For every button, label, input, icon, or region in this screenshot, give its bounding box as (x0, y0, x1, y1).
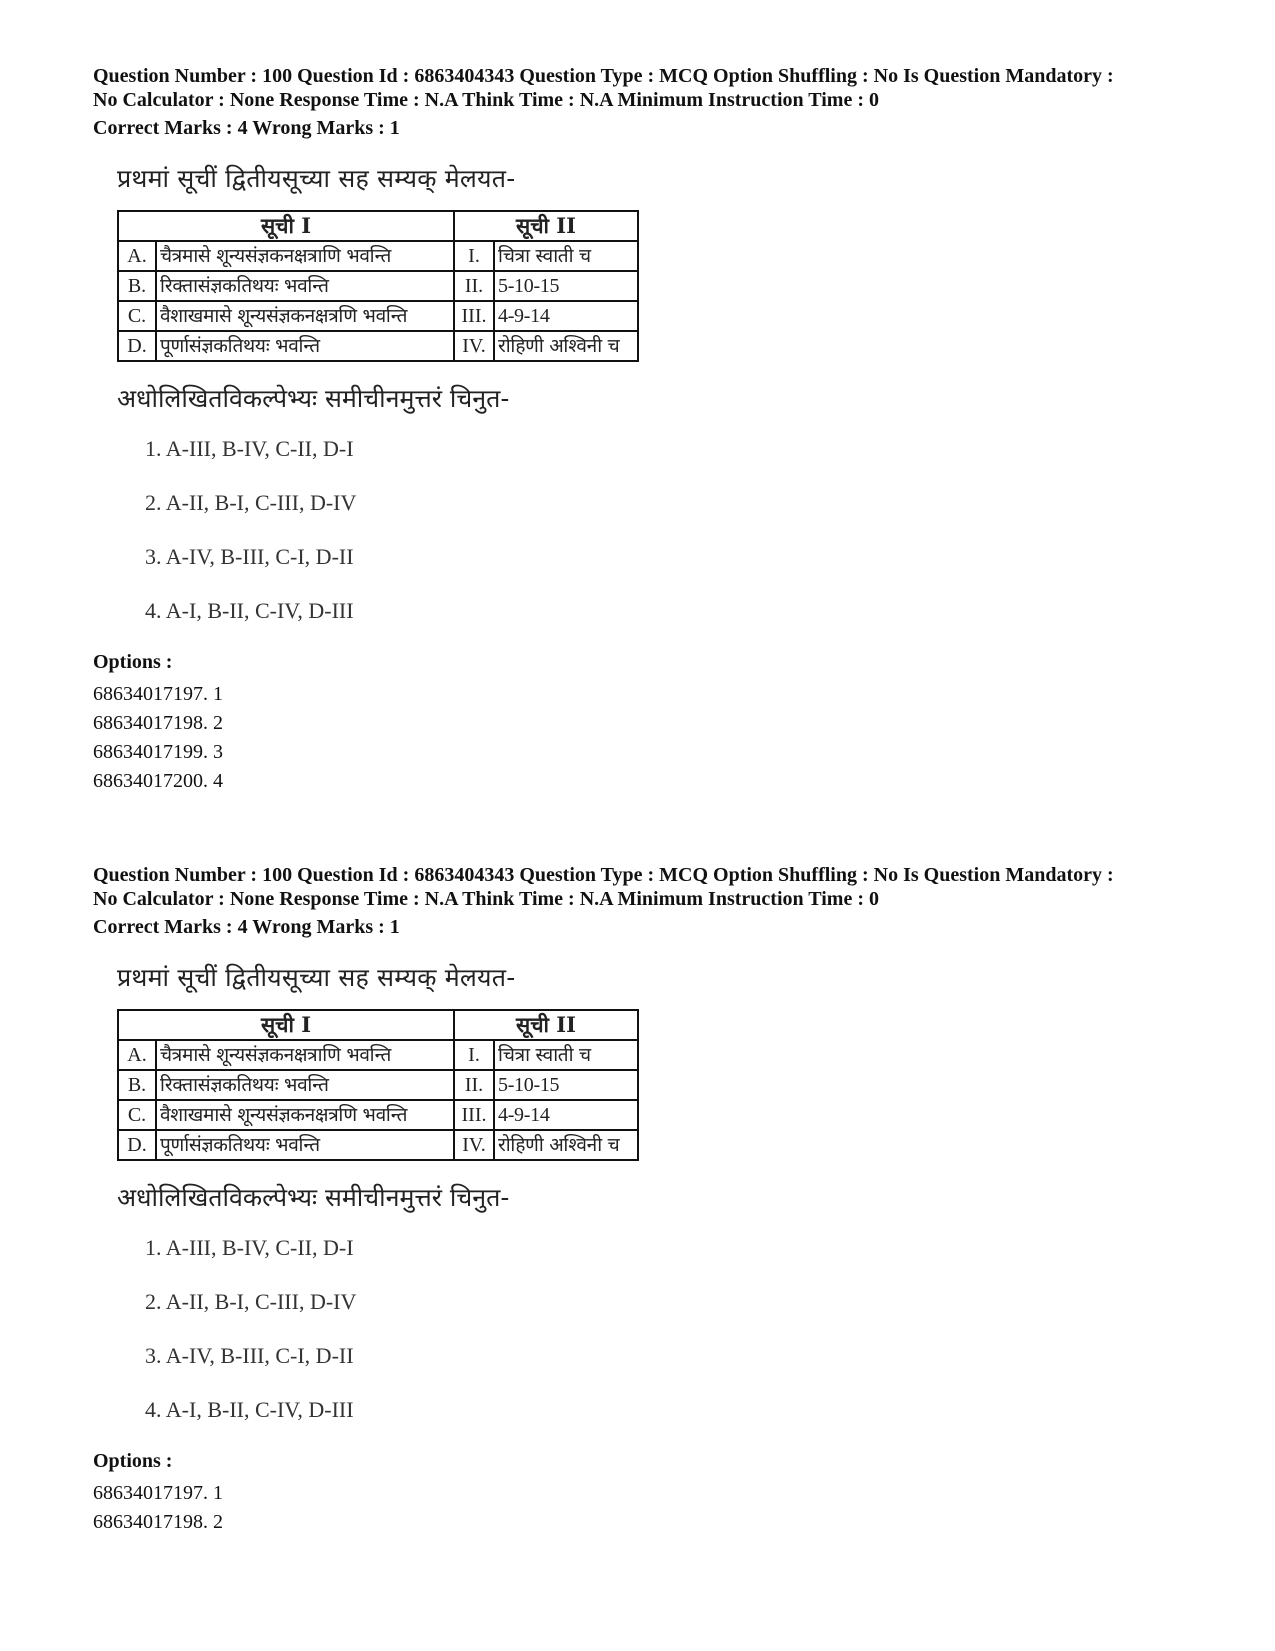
list-item: 2. A-II, B-I, C-III, D-IV (145, 1289, 357, 1314)
question-instruction: प्रथमां सूचीं द्वितीयसूच्या सह सम्यक् मेलयत- (117, 963, 516, 992)
table-row (118, 1070, 638, 1100)
table-row (118, 301, 638, 331)
row-roman-key: IV. (454, 1130, 494, 1160)
row-roman-key: III. (454, 301, 494, 331)
list-item: 3. A-IV, B-III, C-I, D-II (145, 1343, 354, 1368)
list-item: 1. A-III, B-IV, C-II, D-I (145, 1235, 354, 1260)
table-row (118, 1040, 638, 1070)
question-meta-line-2: No Calculator : None Response Time : N.A Think Time : N.A Minimum Instruction Time : 0 (93, 89, 879, 111)
row-roman-key: II. (454, 271, 494, 301)
row-key: C. (118, 1100, 156, 1130)
question-marks: Correct Marks : 4 Wrong Marks : 1 (93, 117, 400, 139)
row-key: A. (118, 1040, 156, 1070)
question-body (117, 961, 677, 1447)
table-row (118, 241, 638, 271)
match-table-header (118, 1010, 638, 1040)
list-2-item: 5-10-15 (494, 271, 638, 301)
question-meta-line-1: Question Number : 100 Question Id : 6863404343 Question Type : MCQ Option Shuffling : No Is Question Mandatory : (93, 864, 1114, 886)
row-roman-key: III. (454, 1100, 494, 1130)
list-1-header: सूची I (118, 1010, 454, 1040)
question-marks: Correct Marks : 4 Wrong Marks : 1 (93, 916, 400, 938)
question-block-1 (93, 64, 1213, 796)
option-item: 68634017198. 2 (93, 712, 223, 734)
row-key: A. (118, 241, 156, 271)
options-list (93, 1479, 1213, 1537)
list-1-item: रिक्तासंज्ञकतिथयः भवन्ति (156, 271, 454, 301)
list-item: 1. A-III, B-IV, C-II, D-I (145, 436, 354, 461)
row-roman-key: II. (454, 1070, 494, 1100)
table-row (118, 1130, 638, 1160)
list-1-item: वैशाखमासे शून्यसंज्ञकनक्षत्रणि भवन्ति (156, 1100, 454, 1130)
question-prompt: अधोलिखितविकल्पेभ्यः समीचीनमुत्तरं चिनुत- (117, 1183, 510, 1212)
option-item: 68634017197. 1 (93, 1482, 223, 1504)
table-row (118, 1100, 638, 1130)
list-2-item: रोहिणी अश्विनी च (494, 1130, 638, 1160)
question-body (117, 162, 677, 648)
question-meta (93, 64, 1213, 112)
answer-choices (117, 1231, 677, 1447)
option-item: 68634017197. 1 (93, 683, 223, 705)
question-prompt: अधोलिखितविकल्पेभ्यः समीचीनमुत्तरं चिनुत- (117, 384, 510, 413)
row-roman-key: I. (454, 241, 494, 271)
list-item: 2. A-II, B-I, C-III, D-IV (145, 490, 357, 515)
option-item: 68634017199. 3 (93, 741, 223, 763)
table-row (118, 271, 638, 301)
list-2-header: सूची II (454, 1010, 638, 1040)
option-item: 68634017198. 2 (93, 1511, 223, 1533)
match-table (117, 1009, 639, 1161)
list-2-item: चित्रा स्वाती च (494, 1040, 638, 1070)
row-roman-key: I. (454, 1040, 494, 1070)
question-meta-line-2: No Calculator : None Response Time : N.A Think Time : N.A Minimum Instruction Time : 0 (93, 888, 879, 910)
list-2-item: 4-9-14 (494, 301, 638, 331)
question-meta-line-1: Question Number : 100 Question Id : 6863404343 Question Type : MCQ Option Shuffling : No Is Question Mandatory : (93, 65, 1114, 87)
answer-choices (117, 432, 677, 648)
list-1-item: वैशाखमासे शून्यसंज्ञकनक्षत्रणि भवन्ति (156, 301, 454, 331)
row-key: D. (118, 1130, 156, 1160)
row-roman-key: IV. (454, 331, 494, 361)
row-key: C. (118, 301, 156, 331)
list-1-item: रिक्तासंज्ञकतिथयः भवन्ति (156, 1070, 454, 1100)
list-2-item: चित्रा स्वाती च (494, 241, 638, 271)
list-1-item: पूर्णासंज्ञकतिथयः भवन्ति (156, 331, 454, 361)
list-2-item: 4-9-14 (494, 1100, 638, 1130)
option-item: 68634017200. 4 (93, 770, 223, 792)
list-item: 4. A-I, B-II, C-IV, D-III (145, 598, 354, 623)
match-table (117, 210, 639, 362)
row-key: B. (118, 1070, 156, 1100)
options-list (93, 680, 1213, 796)
list-1-header: सूची I (118, 211, 454, 241)
list-2-item: रोहिणी अश्विनी च (494, 331, 638, 361)
question-meta (93, 863, 1213, 911)
list-item: 4. A-I, B-II, C-IV, D-III (145, 1397, 354, 1422)
options-heading: Options : (93, 651, 173, 673)
list-2-item: 5-10-15 (494, 1070, 638, 1100)
list-1-item: पूर्णासंज्ञकतिथयः भवन्ति (156, 1130, 454, 1160)
question-instruction: प्रथमां सूचीं द्वितीयसूच्या सह सम्यक् मेलयत- (117, 164, 516, 193)
list-item: 3. A-IV, B-III, C-I, D-II (145, 544, 354, 569)
question-block-2 (93, 863, 1213, 1537)
row-key: B. (118, 271, 156, 301)
table-row (118, 331, 638, 361)
list-1-item: चैत्रमासे शून्यसंज्ञकनक्षत्राणि भवन्ति (156, 1040, 454, 1070)
list-2-header: सूची II (454, 211, 638, 241)
options-heading: Options : (93, 1450, 173, 1472)
list-1-item: चैत्रमासे शून्यसंज्ञकनक्षत्राणि भवन्ति (156, 241, 454, 271)
match-table-header (118, 211, 638, 241)
row-key: D. (118, 331, 156, 361)
